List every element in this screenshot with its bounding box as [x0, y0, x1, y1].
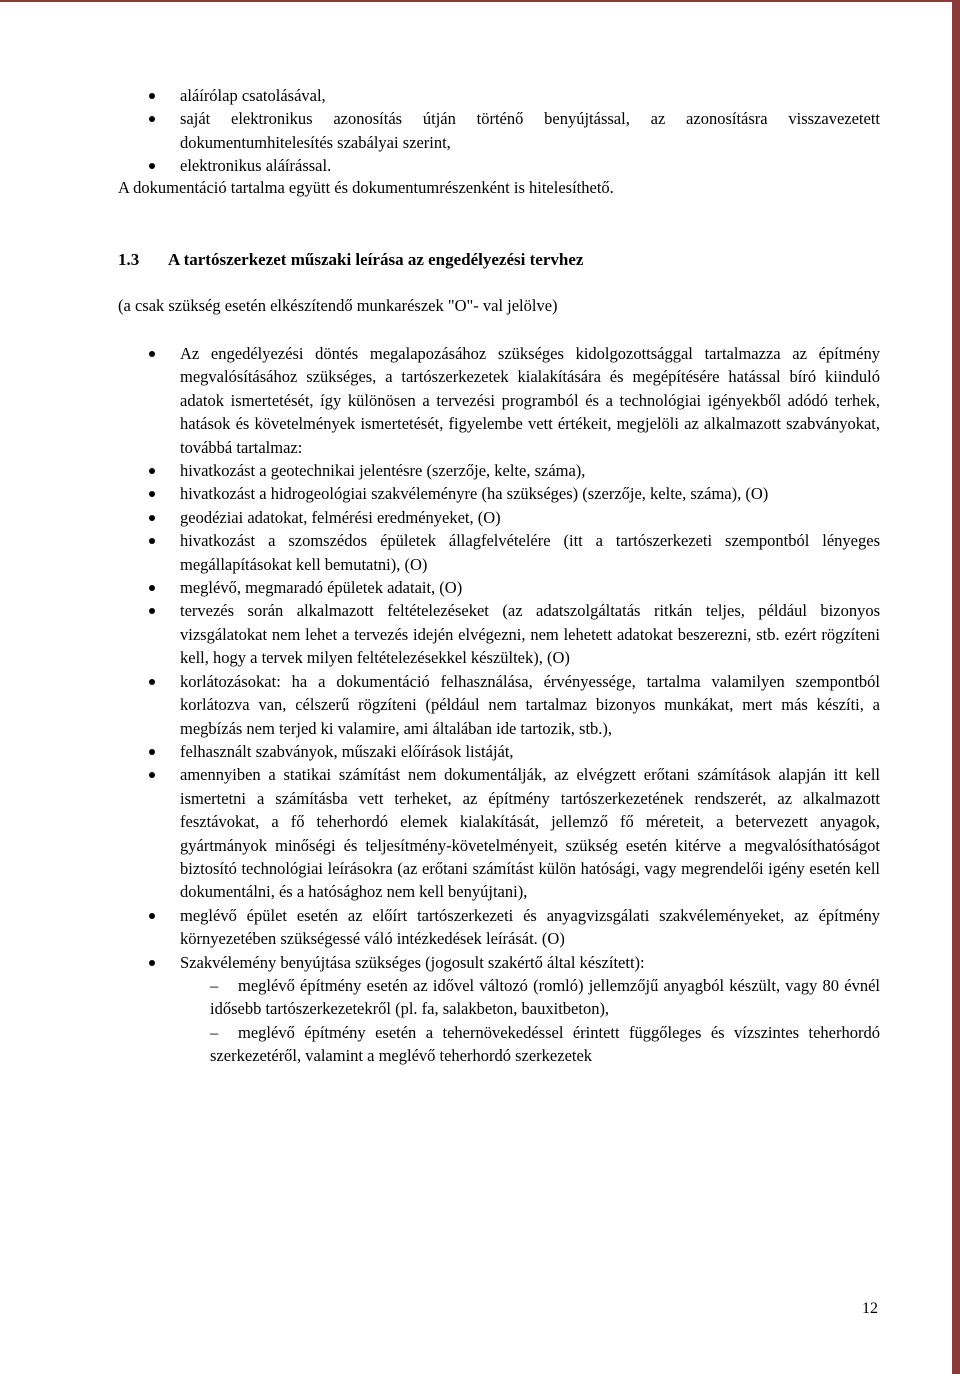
list-item: elektronikus aláírással.	[180, 154, 880, 177]
list-item: hivatkozást a geotechnikai jelentésre (szerzője, kelte, száma),	[180, 459, 880, 482]
list-item: hivatkozást a hidrogeológiai szakvéleményre (ha szükséges) (szerzője, kelte, száma), (O)	[180, 482, 880, 505]
list-item: Az engedélyezési döntés megalapozásához szükséges kidolgozottsággal tartalmazza az építmény megvalósításához szükséges, a tartószerkezetek kialakítására és megépítésére hatással bíró kiinduló adatok ismertetését, így különösen a tervezési programból és a technológiai igényekből adódó terhek, hatások és követelmények ismertetését, figyelembe vett értékeit, megjelöli az alkalmazott szabványokat, továbbá tartalmaz:	[180, 342, 880, 459]
sub-list-item: – meglévő építmény esetén a tehernövekedéssel érintett függőleges és vízszintes teherhordó szerkezetéről, valamint a meglévő teherhordó szerkezetek	[210, 1022, 880, 1066]
list-item: meglévő, megmaradó épületek adatait, (O)	[180, 576, 880, 599]
bullet-icon	[149, 538, 155, 544]
list-item: tervezés során alkalmazott feltételezéseket (az adatszolgáltatás ritkán teljes, például bizonyos vizsgálatokat nem lehet a tervezés idején elvégezni, nem lehetett adatokat beszerezni, stb. ezért rögzíteni kell, hogy a tervek milyen feltételezésekkel készültek), (O)	[180, 599, 880, 669]
list-item: felhasznált szabványok, műszaki előírások listáját,	[180, 740, 880, 763]
attest-paragraph: A dokumentáció tartalma együtt és dokumentumrészenként is hitelesíthető.	[118, 178, 614, 197]
list-item: korlátozásokat: ha a dokumentáció felhasználása, érvényessége, tartalma valamilyen szempontból korlátozva van, célszerű rögzíteni (például nem tartalmaz bizonyos munkákat, mert más készíti, a megbízás nem terjed ki valamire, ami általában ide tartozik, stb.),	[180, 670, 880, 740]
requirements-list	[180, 342, 880, 1068]
right-border-bar	[952, 0, 960, 1374]
bullet-icon	[149, 93, 155, 99]
list-item: amennyiben a statikai számítást nem dokumentálják, az elvégzett erőtani számítások alapján itt kell ismertetni a számításba vett terheket, az építmény tartószerkezetének rendszerét, az alkalmazott fesztávokat, a fő teherhordó elemek kialakítását, jellemző fő méreteit, a betervezett anyagok, gyártmányok minőségi és teljesítmény-követelményeit, szükség esetén kitérve a megvalósíthatóságot biztosító technológiai leírásokra (az erőtani számítást külön hatósági, vagy megrendelői igény esetén kell dokumentálni, és a hatósághoz nem kell benyújtani),	[180, 763, 880, 903]
list-item: Szakvélemény benyújtása szükséges (jogosult szakértő által készített): – meglévő építmény esetén az idővel változó (romló) jellemzőjű anyagból készült, vagy 80 évnél idősebb tartószerkezetekről (pl. fa, salakbeton, bauxitbeton), – meglévő építmény esetén a tehernövekedéssel érintett függőleges és vízszintes teherhordó szerkezetéről, valamint a meglévő teherhordó szerkezetek	[180, 951, 880, 1068]
list-item: saját elektronikus azonosítás útján történő benyújtással, az azonosításra visszavezetett dokumentumhitelesítés szabályai szerint,	[180, 107, 880, 154]
bullet-icon	[149, 351, 155, 357]
bullet-icon	[149, 163, 155, 169]
bullet-icon	[149, 491, 155, 497]
list-item: geodéziai adatokat, felmérési eredményeket, (O)	[180, 506, 880, 529]
section-heading	[118, 248, 583, 271]
bullet-icon	[149, 585, 155, 591]
list-item: hivatkozást a szomszédos épületek állagfelvételére (itt a tartószerkezeti szempontból lényeges megállapításokat kell bemutatni), (O)	[180, 529, 880, 576]
bullet-icon	[149, 960, 155, 966]
top-border-line	[0, 0, 952, 2]
list-item: aláírólap csatolásával,	[180, 84, 880, 107]
signature-methods-list	[180, 84, 880, 178]
expert-opinion-sublist	[180, 974, 880, 1068]
bullet-icon	[149, 608, 155, 614]
section-title: A tartószerkezet műszaki leírása az engedélyezési tervhez	[168, 250, 584, 269]
bullet-icon	[149, 772, 155, 778]
list-item: meglévő épület esetén az előírt tartószerkezeti és anyagvizsgálati szakvéleményeket, az építmény környezetében szükségessé váló intézkedések leírását. (O)	[180, 904, 880, 951]
page-number: 12	[862, 1300, 878, 1317]
bullet-icon	[149, 116, 155, 122]
bullet-icon	[149, 679, 155, 685]
dash-icon: –	[210, 1022, 219, 1042]
bullet-icon	[149, 749, 155, 755]
note-paragraph: (a csak szükség esetén elkészítendő munkarészek "O"- val jelölve)	[118, 296, 558, 315]
section-number: 1.3	[118, 250, 140, 269]
bullet-icon	[149, 913, 155, 919]
dash-icon: –	[210, 975, 219, 995]
bullet-icon	[149, 515, 155, 521]
sub-list-item: – meglévő építmény esetén az idővel változó (romló) jellemzőjű anyagból készült, vagy 80 évnél idősebb tartószerkezetekről (pl. fa, salakbeton, bauxitbeton),	[210, 975, 880, 1019]
bullet-icon	[149, 468, 155, 474]
